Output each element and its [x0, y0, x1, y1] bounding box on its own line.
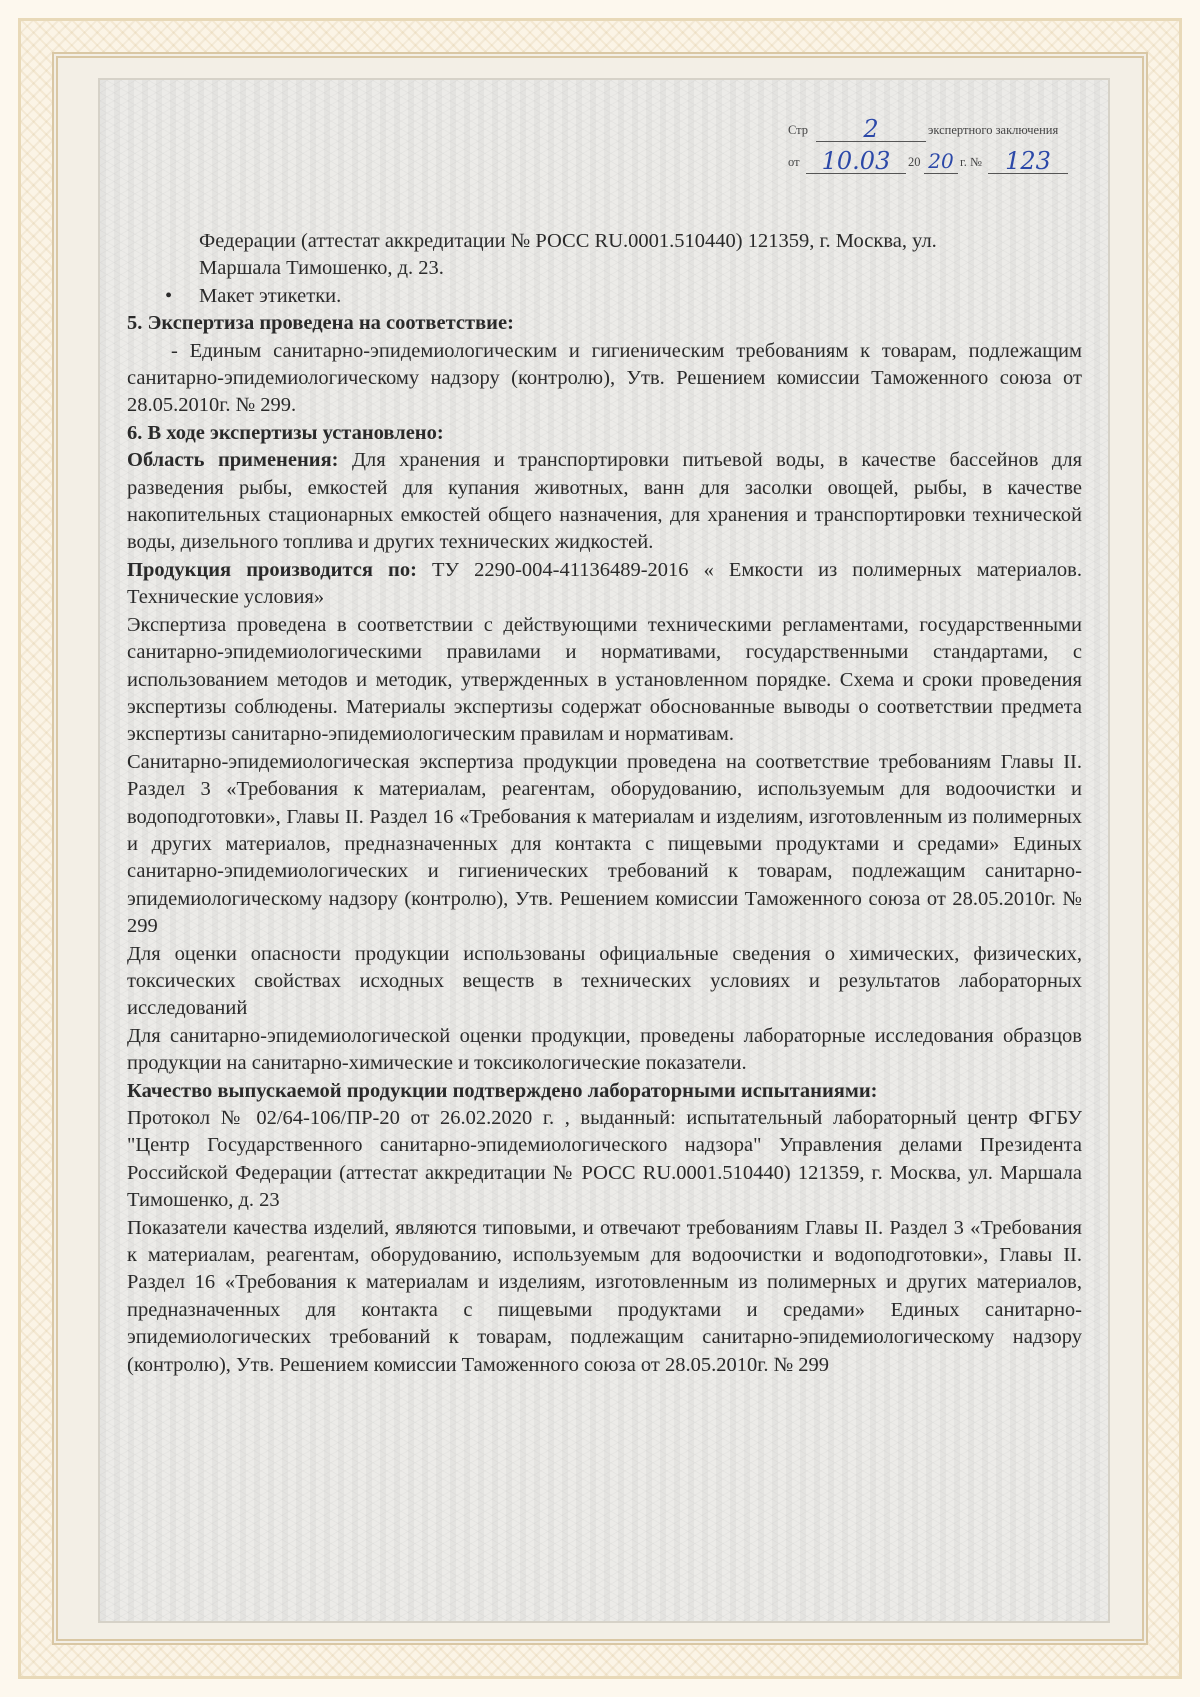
federation-continuation: [127, 228, 1082, 283]
page-number-handwritten: 2: [816, 117, 926, 142]
year-handwritten: 20: [924, 149, 958, 174]
number-handwritten: 123: [988, 149, 1068, 174]
scope-text: Для хранения и транспортировки питьевой воды, в качестве бассейнов для разведения рыбы, емкостей для купания животных, ванн для засолки овощей, рыбы, в качестве накопительных стационарных емкостей общего назначения, для хранения и транспортировки технической воды, дизельного топлива и других технических жидкостей.: [127, 449, 1083, 554]
number-label: г. №: [960, 155, 982, 169]
lab-paragraph: Для санитарно-эпидемиологической оценки продукции, проведены лабораторные исследования образцов продукции на санитарно-химические и токсикологические показатели.: [127, 1024, 1082, 1075]
section-6-heading: 6. В ходе экспертизы установлено:: [127, 421, 444, 444]
date-handwritten: 10.03: [806, 149, 906, 174]
federation-line-2: Маршала Тимошенко, д. 23.: [199, 257, 444, 280]
bullet-icon: •: [165, 284, 173, 307]
page-reference-header: [778, 112, 1078, 176]
product-text: ТУ 2290-004-41136489-2016 « Емкости из полимерных материалов. Технические условия»: [127, 558, 1082, 609]
from-label: от: [788, 155, 800, 169]
list-item: [127, 283, 1082, 310]
scope-paragraph: [127, 447, 1082, 557]
federation-line-1: Федерации (аттестат аккредитации № РОСС RU.0001.510440) 121359, г. Москва, ул.: [199, 230, 937, 252]
scope-label: Область применения:: [127, 449, 339, 472]
sanitary-paragraph: Санитарно-эпидемиологическая экспертиза продукции проведена на соответствие требованиям Главы II. Раздел 3 «Требования к материалам, реагентам, оборудованию, используемым для водоочистки и водоподготовки», Главы II. Раздел 16 «Требования к материалам и изделиям, изготовленным из полимерных и других материалов, предназначенных для контакта с пищевыми продуктами и средами» Единых санитарно-эпидемиологических и гигиенических требований к товарам, подлежащим санитарно-эпидемиологическому надзору (контролю), Утв. Решением комиссии Таможенного союза от 28.05.2010г. № 299: [127, 750, 1082, 938]
section-5-text: - Единым санитарно-эпидемиологическим и гигиеническим требованиям к товарам, подлежащим санитарно-эпидемиологическому надзору (контролю), Утв. Решением комиссии Таможенного союза от 28.05.2010г. № 299.: [127, 339, 1082, 417]
list-item-label: Макет этикетки.: [199, 284, 342, 307]
page-label: Стр: [788, 123, 809, 137]
document-body: [127, 228, 1082, 1379]
section-5-heading: 5. Экспертиза проведена на соответствие:: [127, 312, 514, 335]
product-label: Продукция производится по:: [127, 558, 417, 581]
hazard-paragraph: Для оценки опасности продукции использованы официальные сведения о химических, физических, токсических свойствах исходных веществ в технических условиях и результатов лабораторных исследований: [127, 942, 1082, 1020]
product-paragraph: [127, 557, 1082, 612]
expertise-paragraph: Экспертиза проведена в соответствии с действующими техническими регламентами, государственными санитарно-эпидемиологическими правилами и нормативами, государственными стандартами, с использованием методов и методик, утвержденных в установленном порядке. Схема и сроки проведения экспертизы соблюдены. Материалы экспертизы содержат обоснованные выводы о соответствии предмета экспертизы санитарно-эпидемиологическим правилам и нормативам.: [127, 613, 1082, 746]
protocol-paragraph: Протокол № 02/64-106/ПР-20 от 26.02.2020 г. , выданный: испытательный лабораторный центр ФГБУ "Центр Государственного санитарно-эпидемиологического надзора" Управления делами Президента Российской Федерации (аттестат аккредитации № РОСС RU.0001.510440) 121359, г. Москва, ул. Маршала Тимошенко, д. 23: [127, 1107, 1082, 1212]
indicators-paragraph: Показатели качества изделий, являются типовыми, и отвечают требованиям Главы II. Раздел 3 «Требования к материалам, реагентам, оборудованию, используемым для водоочистки и водоподготовки», Главы II. Раздел 16 «Требования к материалам и изделиям, изготовленным из полимерных и других материалов, предназначенных для контакта с пищевыми продуктами и средами» Единых санитарно-эпидемиологических требований к товарам, подлежащим санитарно-эпидемиологическому надзору (контролю), Утв. Решением комиссии Таможенного союза от 28.05.2010г. № 299: [127, 1216, 1082, 1376]
quality-heading: Качество выпускаемой продукции подтверждено лабораторными испытаниями:: [127, 1079, 878, 1102]
year-prefix: 20: [908, 155, 921, 169]
conclusion-label: экспертного заключения: [928, 123, 1059, 137]
